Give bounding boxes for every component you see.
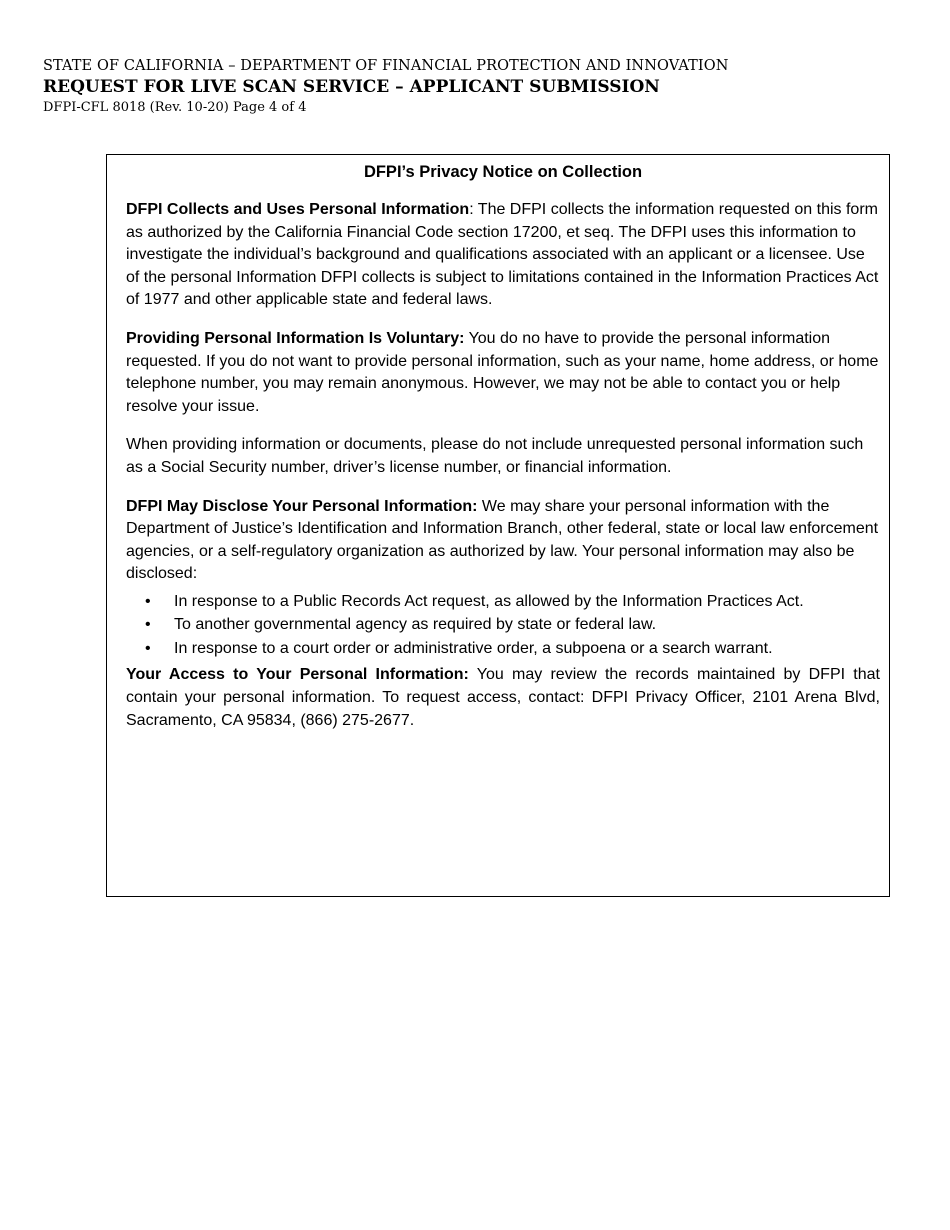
list-item-text: In response to a court order or administrative order, a subpoena or a search warrant. bbox=[174, 639, 773, 657]
unrequested-info-text: When providing information or documents, please do not include unrequested personal information such as a Social Security number, driver’s license number, or financial information. bbox=[126, 436, 864, 476]
form-number: DFPI-CFL 8018 (Rev. 10-20) Page 4 of 4 bbox=[43, 100, 307, 115]
voluntary-paragraph bbox=[126, 328, 880, 418]
unrequested-info-paragraph bbox=[126, 434, 880, 479]
disclose-heading: DFPI May Disclose Your Personal Information: bbox=[126, 497, 478, 515]
list-item bbox=[126, 637, 880, 661]
disclosure-list bbox=[126, 590, 880, 661]
bullet-icon: • bbox=[145, 592, 151, 610]
access-text: You may review the records maintained by DFPI that contain your personal information. To request access, contact: DFPI Privacy Officer, 2101 Arena Blvd, Sacramento, CA 95834, (866) 275-2677. bbox=[126, 666, 880, 729]
collects-text: : The DFPI collects the information requested on this form as authorized by the California Financial Code section 17200, et seq. The DFPI uses this information to investigate the individual’s background and qualifications associated with an applicant or a licensee. Use of the personal Information DFPI collects is subject to limitations contained in the Information Practices Act of 1977 and other applicable state and federal laws. bbox=[126, 201, 879, 309]
disclose-paragraph bbox=[126, 496, 880, 586]
bullet-icon: • bbox=[145, 616, 151, 634]
voluntary-text: You do no have to provide the personal information requested. If you do not want to provide personal information, such as your name, home address, or home telephone number, you may remain anonymous. However, we may not be able to contact you or help resolve your issue. bbox=[126, 329, 879, 415]
collects-heading: DFPI Collects and Uses Personal Information bbox=[126, 201, 470, 218]
voluntary-heading: Providing Personal Information Is Voluntary: bbox=[126, 329, 465, 347]
list-item-text: In response to a Public Records Act request, as allowed by the Information Practices Act. bbox=[174, 592, 804, 610]
bullet-icon: • bbox=[145, 639, 151, 657]
list-item-text: To another governmental agency as required by state or federal law. bbox=[174, 616, 657, 634]
collects-paragraph bbox=[126, 199, 880, 312]
form-header bbox=[43, 56, 728, 117]
form-title: REQUEST FOR LIVE SCAN SERVICE – APPLICANT SUBMISSION bbox=[43, 77, 660, 97]
privacy-notice-box bbox=[106, 154, 890, 897]
agency-name: STATE OF CALIFORNIA – DEPARTMENT OF FINANCIAL PROTECTION AND INNOVATION bbox=[43, 58, 729, 74]
list-item bbox=[126, 590, 880, 614]
access-paragraph bbox=[126, 664, 880, 732]
access-heading: Your Access to Your Personal Information: bbox=[126, 666, 469, 684]
disclose-text: We may share your personal information with the Department of Justice’s Identification and Information Branch, other federal, state or local law enforcement agencies, or a self-regulatory organization as authorized by law. Your personal information may also be disclosed: bbox=[126, 497, 879, 583]
privacy-notice-title: DFPI’s Privacy Notice on Collection bbox=[363, 163, 643, 181]
list-item bbox=[126, 613, 880, 637]
privacy-notice-content bbox=[126, 161, 880, 748]
